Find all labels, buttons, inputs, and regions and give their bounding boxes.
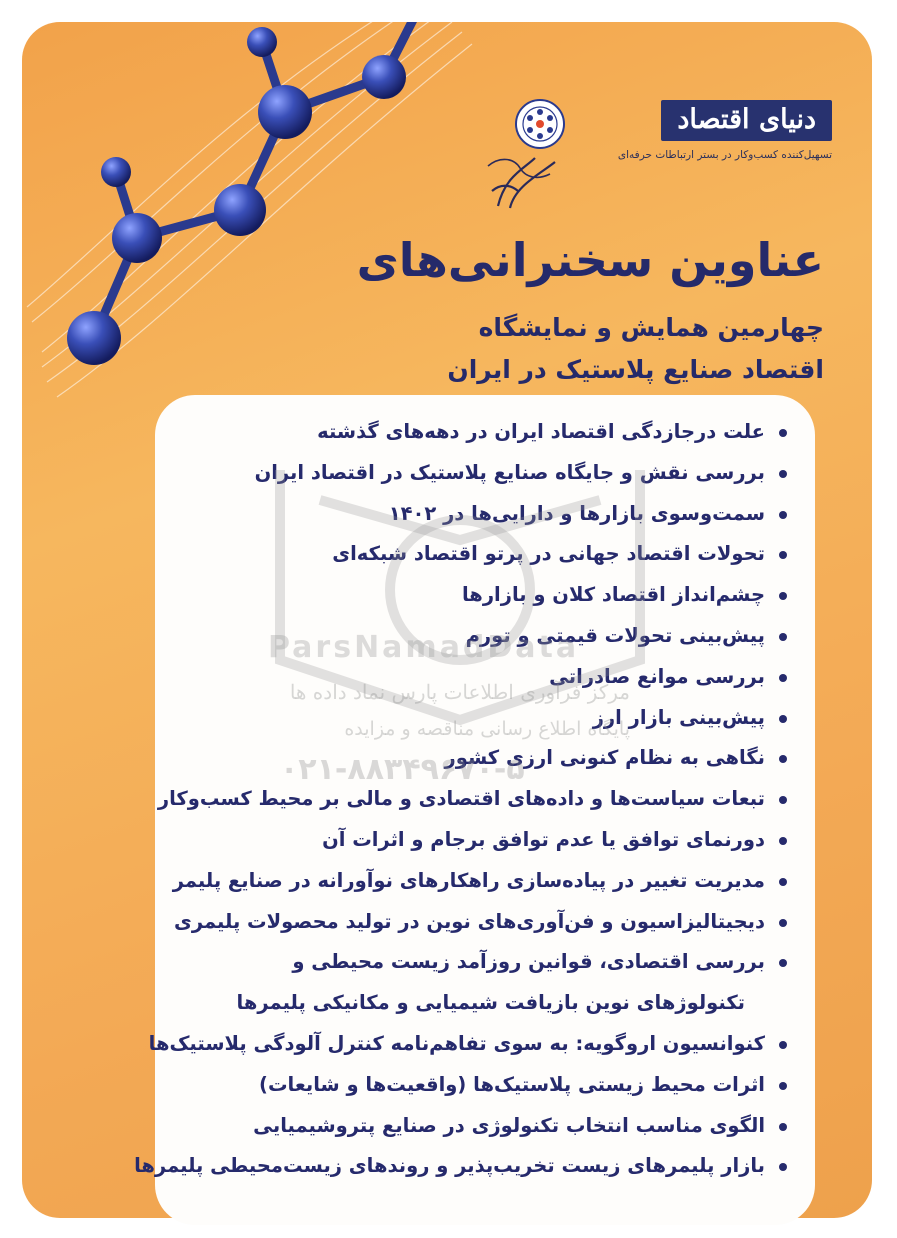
subtitle-line-1: چهارمین همایش و نمایشگاه [478,313,824,342]
watermark-latin: ParsNamadData [268,630,580,665]
bullet-icon [779,1123,787,1131]
watermark-line-2: پایگاه اطلاع رسانی مناقصه و مزایده [344,718,630,740]
brand-tagline: تسهیل‌کننده کسب‌وکار در بستر ارتباطات حرفه‌ای [617,149,832,161]
brand-logo: دنیای اقتصاد [661,100,832,141]
bullet-icon [779,674,787,682]
bullet-icon [779,837,787,845]
watermark-phone: ۰۲۱-۸۸۳۴۹۶۷۰-۵ [280,752,525,787]
page-title: عناوین سخنرانی‌های [356,233,824,287]
bullet-icon [779,592,787,600]
bullet-icon [779,551,787,559]
watermark-line-1: مرکز فرآوری اطلاعات پارس نماد داده ها [289,680,630,704]
list-item: تحولات اقتصاد جهانی در پرتو اقتصاد شبکه‌ای [147,534,787,575]
bullet-icon [779,633,787,641]
list-item: دیجیتالیزاسیون و فن‌آوری‌های نوین در تولید محصولات پلیمری [147,902,787,943]
list-item: بازار پلیمرهای زیست تخریب‌پذیر و روندهای زیست‌محیطی پلیمرها [147,1146,787,1187]
list-item: بررسی اقتصادی، قوانین روزآمد زیست محیطی و [147,942,787,983]
association-seal-logo [480,96,590,216]
list-item: تبعات سیاست‌ها و داده‌های اقتصادی و مالی بر محیط کسب‌وکار [147,779,787,820]
bullet-icon [779,429,787,437]
list-item: اثرات محیط زیستی پلاستیک‌ها (واقعیت‌ها و شایعات) [147,1065,787,1106]
page-subtitle [264,307,824,391]
bullet-icon [779,796,787,804]
list-item: سمت‌وسوی بازارها و دارایی‌ها در ۱۴۰۲ [147,494,787,535]
list-item: کنوانسیون اروگویه: به سوی تفاهم‌نامه کنترل آلودگی پلاستیک‌ها [147,1024,787,1065]
list-item: مدیریت تغییر در پیاده‌سازی راهکارهای نوآورانه در صنایع پلیمر [147,861,787,902]
list-item: بررسی موانع صادراتی [147,657,787,698]
list-item: بررسی نقش و جایگاه صنایع پلاستیک در اقتصاد ایران [147,453,787,494]
bullet-icon [779,755,787,763]
bullet-icon [779,1163,787,1171]
subtitle-line-2: اقتصاد صنایع پلاستیک در ایران [447,355,824,384]
list-item: پیش‌بینی بازار ارز [147,698,787,739]
bullet-icon [779,959,787,967]
topics-card [134,395,815,1225]
bullet-icon [779,715,787,723]
bullet-icon [779,1041,787,1049]
list-item: دورنمای توافق یا عدم توافق برجام و اثرات آن [147,820,787,861]
list-item: پیش‌بینی تحولات قیمتی و تورم [147,616,787,657]
list-item: الگوی مناسب انتخاب تکنولوژی در صنایع پتروشیمیایی [147,1106,787,1147]
bullet-icon [779,511,787,519]
list-item-continuation: تکنولوژهای نوین بازیافت شیمیایی و مکانیکی پلیمرها [236,991,745,1015]
list-item: نگاهی به نظام کنونی ارزی کشور [147,738,787,779]
brand-header [592,100,832,161]
topics-list [134,412,787,1187]
bullet-icon [779,470,787,478]
bullet-icon [779,1082,787,1090]
bullet-icon [779,919,787,927]
list-item: چشم‌انداز اقتصاد کلان و بازارها [147,575,787,616]
bullet-icon [779,878,787,886]
list-item: علت درجازدگی اقتصاد ایران در دهه‌های گذشته [147,412,787,453]
